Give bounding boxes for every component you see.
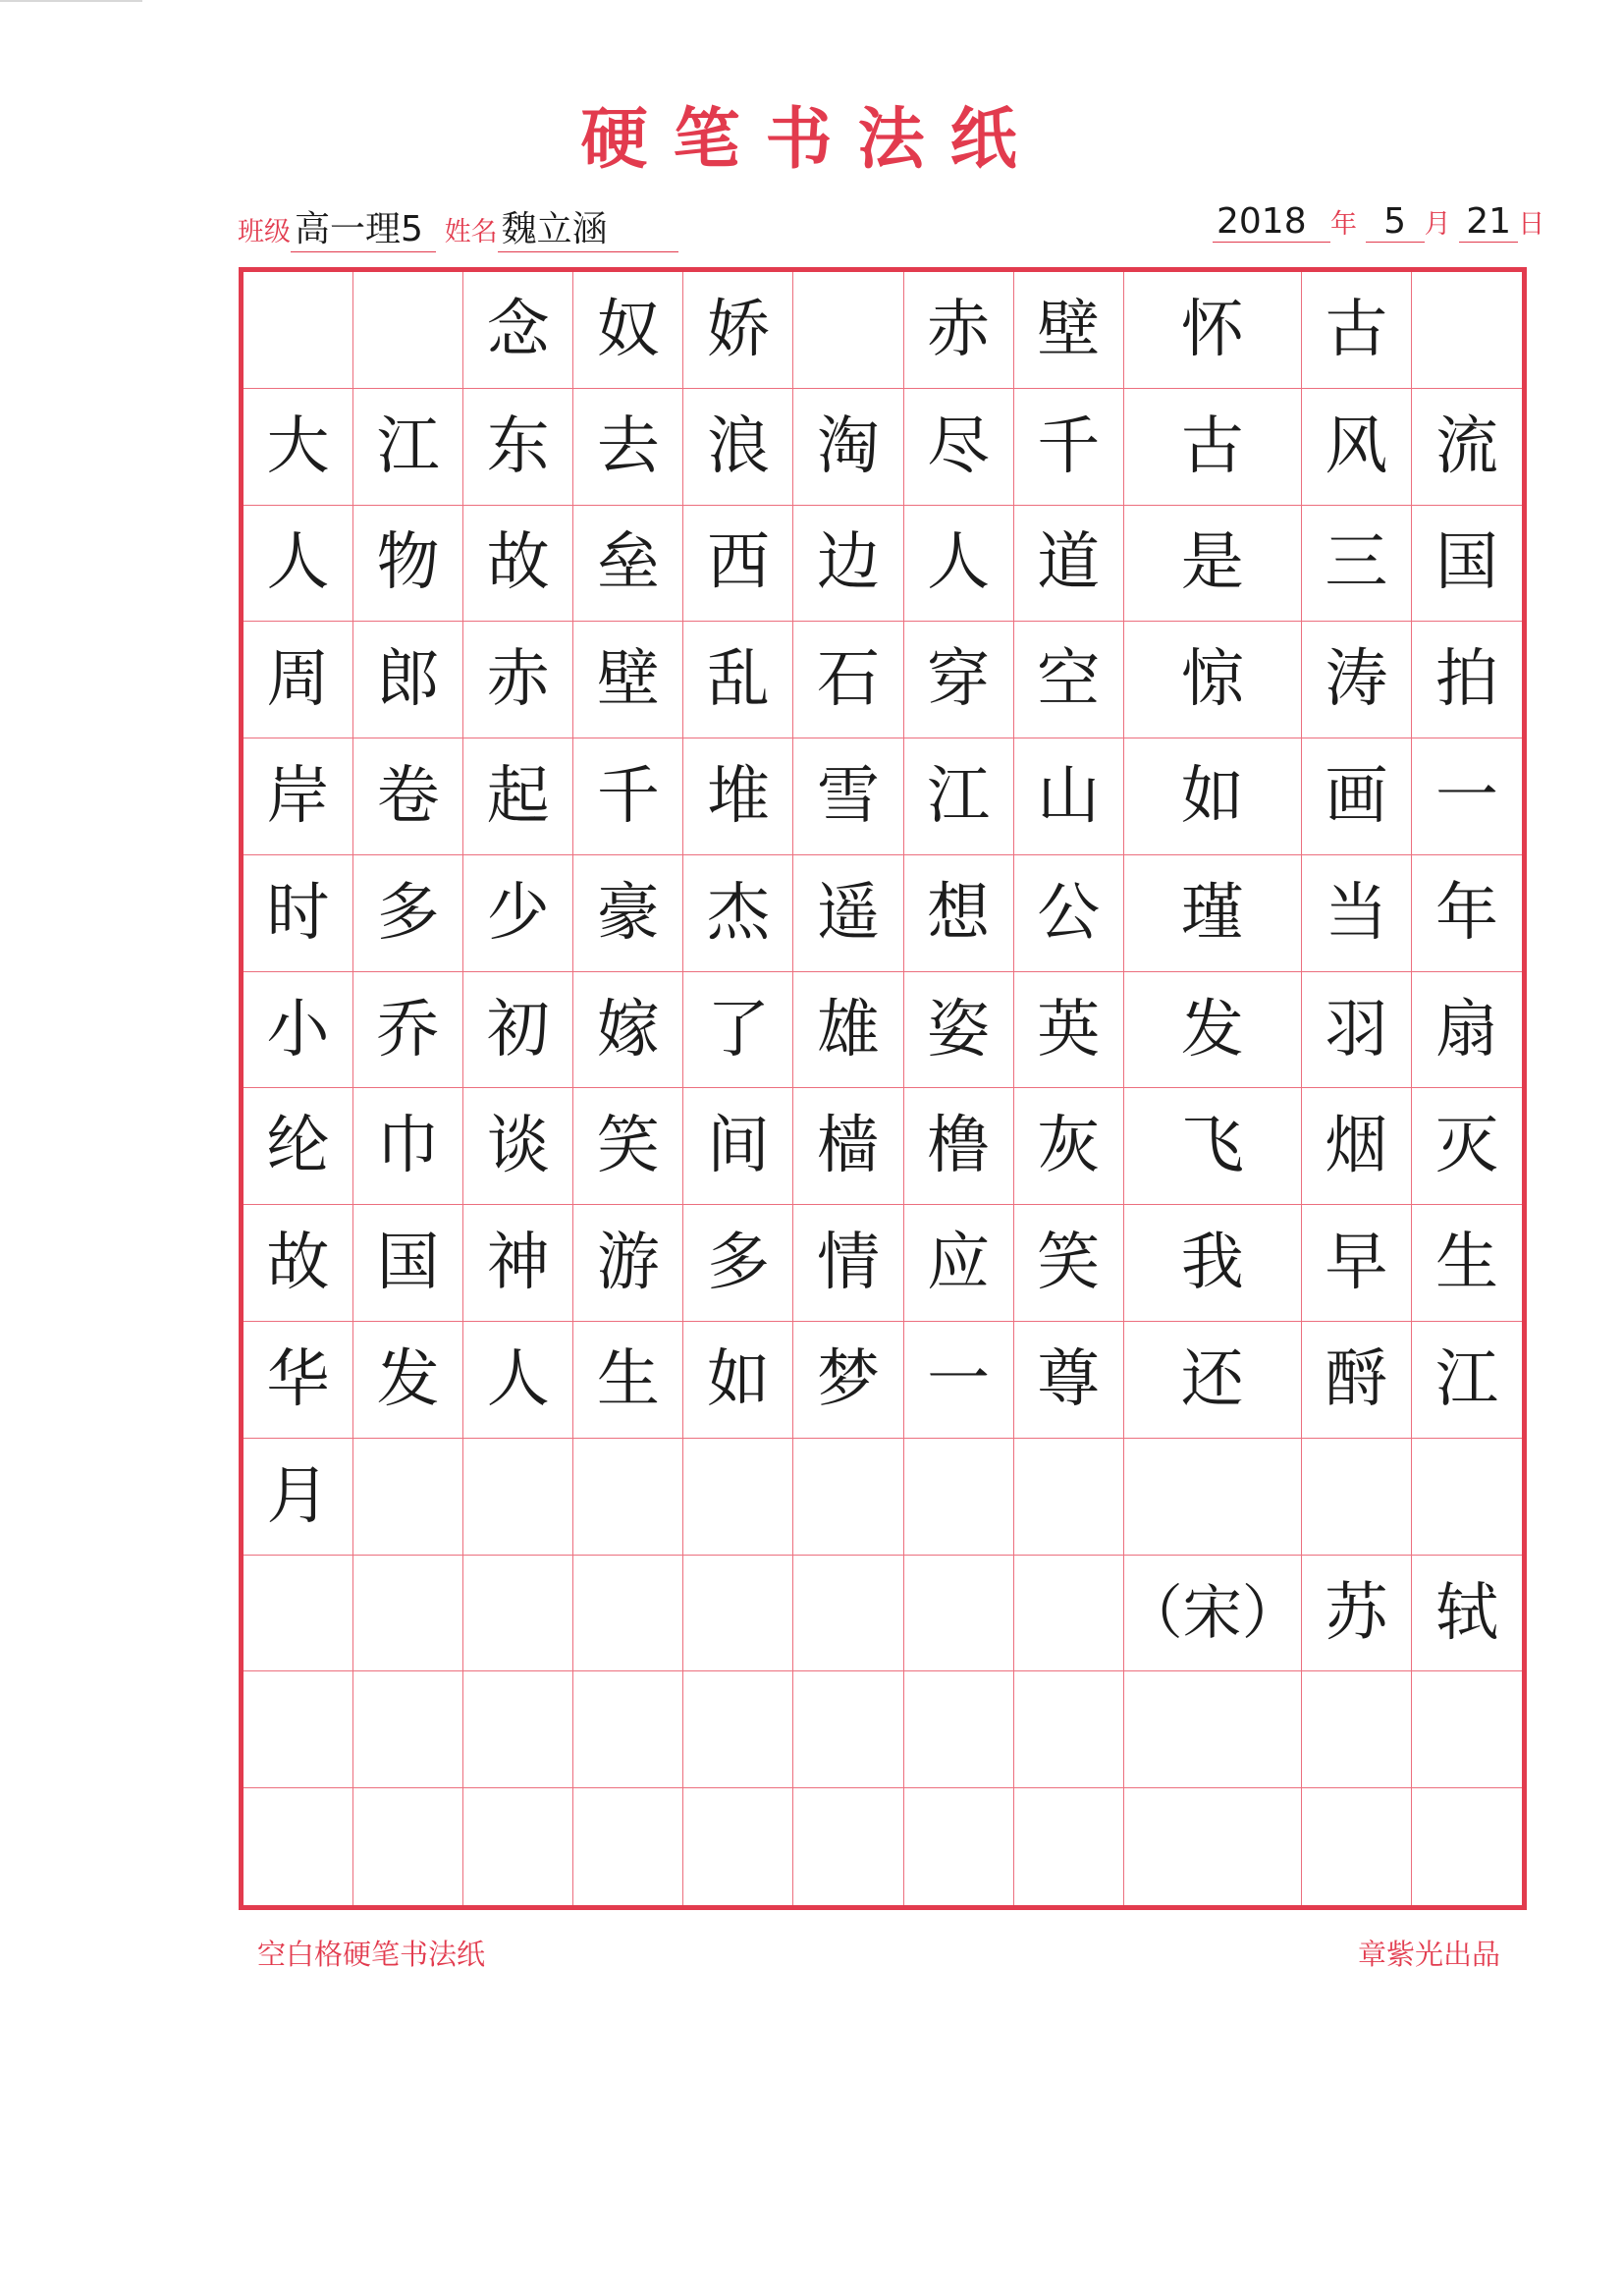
year-value: 2018 xyxy=(1213,201,1330,243)
calligraphy-grid xyxy=(239,267,1527,1910)
grid-cell xyxy=(1014,1556,1124,1672)
grid-cell: 山 xyxy=(1014,738,1124,855)
grid-cell: 少 xyxy=(463,855,573,972)
grid-cell xyxy=(793,1556,903,1672)
day-label: 日 xyxy=(1518,209,1545,240)
grid-cell xyxy=(463,1556,573,1672)
grid-cell xyxy=(1014,1671,1124,1788)
grid-cell xyxy=(793,1788,903,1905)
class-label: 班级 xyxy=(238,217,291,247)
grid-cell: 华 xyxy=(243,1322,353,1439)
grid-cell: 轼 xyxy=(1412,1556,1522,1672)
grid-cell xyxy=(463,1788,573,1905)
grid-cell: 国 xyxy=(1412,506,1522,623)
name-label: 姓名 xyxy=(444,217,498,247)
month-value: 5 xyxy=(1366,201,1425,243)
grid-cell: 娇 xyxy=(683,272,793,389)
grid-cell: 月 xyxy=(243,1439,353,1556)
grid-cell xyxy=(243,1556,353,1672)
grid-cell: 壁 xyxy=(1014,272,1124,389)
grid-cell: 生 xyxy=(573,1322,683,1439)
grid-cell xyxy=(573,1439,683,1556)
grid-cell: 雄 xyxy=(793,972,903,1089)
grid-cell: 羽 xyxy=(1302,972,1412,1089)
grid-cell xyxy=(353,1671,463,1788)
grid-cell xyxy=(573,1556,683,1672)
grid-cell xyxy=(1412,1439,1522,1556)
grid-cell: 苏 xyxy=(1302,1556,1412,1672)
grid-cell: 岸 xyxy=(243,738,353,855)
grid-cell: 画 xyxy=(1302,738,1412,855)
grid-cell: 江 xyxy=(353,389,463,506)
grid-cell: 一 xyxy=(1412,738,1522,855)
grid-cell: 年 xyxy=(1412,855,1522,972)
grid-cell: 嫁 xyxy=(573,972,683,1089)
name-value: 魏立涵 xyxy=(498,201,678,252)
grid-cell xyxy=(1302,1788,1412,1905)
grid-cell: 起 xyxy=(463,738,573,855)
grid-cell xyxy=(683,1671,793,1788)
grid-cell: 生 xyxy=(1412,1205,1522,1322)
grid-cell: 雪 xyxy=(793,738,903,855)
grid-cell xyxy=(243,1788,353,1905)
grid-cell xyxy=(1014,1788,1124,1905)
grid-cell xyxy=(353,1556,463,1672)
grid-cell xyxy=(463,1671,573,1788)
grid-cell: 游 xyxy=(573,1205,683,1322)
grid-cell: 还 xyxy=(1124,1322,1302,1439)
grid-cell xyxy=(1124,1439,1302,1556)
grid-cell: 笑 xyxy=(1014,1205,1124,1322)
grid-cell xyxy=(793,272,903,389)
grid-cell: 堆 xyxy=(683,738,793,855)
grid-cell: 卷 xyxy=(353,738,463,855)
grid-cell: 巾 xyxy=(353,1088,463,1205)
grid-cell: 如 xyxy=(1124,738,1302,855)
grid-cell xyxy=(793,1439,903,1556)
grid-cell: 流 xyxy=(1412,389,1522,506)
grid-cell: 拍 xyxy=(1412,622,1522,738)
grid-cell: 东 xyxy=(463,389,573,506)
grid-cell: 人 xyxy=(904,506,1014,623)
grid-cell: 多 xyxy=(353,855,463,972)
grid-cell: 故 xyxy=(243,1205,353,1322)
grid-cell xyxy=(1412,1788,1522,1905)
grid-cell: （宋） xyxy=(1124,1556,1302,1672)
grid-cell: 灰 xyxy=(1014,1088,1124,1205)
grid-cell: 是 xyxy=(1124,506,1302,623)
grid-cell: 念 xyxy=(463,272,573,389)
grid-cell: 赤 xyxy=(904,272,1014,389)
grid-cell: 杰 xyxy=(683,855,793,972)
grid-cell xyxy=(353,1788,463,1905)
grid-cell xyxy=(353,1439,463,1556)
grid-cell: 发 xyxy=(1124,972,1302,1089)
grid-cell xyxy=(1412,1671,1522,1788)
month-label: 月 xyxy=(1424,209,1451,240)
grid-cell: 三 xyxy=(1302,506,1412,623)
grid-cell xyxy=(573,1788,683,1905)
grid-cell xyxy=(793,1671,903,1788)
grid-cell: 千 xyxy=(1014,389,1124,506)
grid-cell: 烟 xyxy=(1302,1088,1412,1205)
grid-cell: 惊 xyxy=(1124,622,1302,738)
grid-cell: 橹 xyxy=(904,1088,1014,1205)
student-info xyxy=(238,201,678,250)
grid-cell: 物 xyxy=(353,506,463,623)
grid-cell: 一 xyxy=(904,1322,1014,1439)
grid-cell xyxy=(904,1439,1014,1556)
grid-cell xyxy=(1412,272,1522,389)
grid-cell: 纶 xyxy=(243,1088,353,1205)
grid-cell xyxy=(1124,1671,1302,1788)
grid-cell: 间 xyxy=(683,1088,793,1205)
grid-cell: 道 xyxy=(1014,506,1124,623)
grid-cell xyxy=(1302,1439,1412,1556)
year-label: 年 xyxy=(1330,209,1357,240)
grid-cell: 应 xyxy=(904,1205,1014,1322)
grid-cell xyxy=(243,272,353,389)
grid-cell: 公 xyxy=(1014,855,1124,972)
grid-cell: 浪 xyxy=(683,389,793,506)
scan-edge-mark xyxy=(0,0,142,8)
grid-cell: 怀 xyxy=(1124,272,1302,389)
grid-cell: 尊 xyxy=(1014,1322,1124,1439)
grid-cell: 乱 xyxy=(683,622,793,738)
grid-cell: 西 xyxy=(683,506,793,623)
day-value: 21 xyxy=(1459,201,1518,243)
grid-cell: 垒 xyxy=(573,506,683,623)
grid-cell: 周 xyxy=(243,622,353,738)
grid-cell xyxy=(1124,1788,1302,1905)
grid-cell: 灭 xyxy=(1412,1088,1522,1205)
grid-cell: 古 xyxy=(1124,389,1302,506)
class-value: 高一理5 xyxy=(291,201,436,252)
grid-cell: 小 xyxy=(243,972,353,1089)
grid-cell: 江 xyxy=(904,738,1014,855)
grid-cell xyxy=(243,1671,353,1788)
grid-cell xyxy=(573,1671,683,1788)
grid-cell: 瑾 xyxy=(1124,855,1302,972)
grid-cell: 发 xyxy=(353,1322,463,1439)
grid-cell: 江 xyxy=(1412,1322,1522,1439)
grid-cell: 尽 xyxy=(904,389,1014,506)
grid-cell: 人 xyxy=(243,506,353,623)
grid-cell: 梦 xyxy=(793,1322,903,1439)
grid-cell xyxy=(463,1439,573,1556)
grid-cell: 人 xyxy=(463,1322,573,1439)
grid-cell: 姿 xyxy=(904,972,1014,1089)
grid-cell: 早 xyxy=(1302,1205,1412,1322)
grid-cell: 涛 xyxy=(1302,622,1412,738)
grid-cell: 樯 xyxy=(793,1088,903,1205)
grid-cell: 大 xyxy=(243,389,353,506)
grid-cell: 国 xyxy=(353,1205,463,1322)
grid-cell: 酹 xyxy=(1302,1322,1412,1439)
grid-cell: 扇 xyxy=(1412,972,1522,1089)
grid-cell: 谈 xyxy=(463,1088,573,1205)
grid-cell xyxy=(904,1671,1014,1788)
grid-cell xyxy=(904,1788,1014,1905)
grid-cell xyxy=(683,1788,793,1905)
grid-cell xyxy=(1302,1671,1412,1788)
grid-cell: 笑 xyxy=(573,1088,683,1205)
grid-cell: 如 xyxy=(683,1322,793,1439)
grid-cell: 边 xyxy=(793,506,903,623)
footer-right-credit: 章紫光出品 xyxy=(1358,1938,1501,1971)
grid-cell: 千 xyxy=(573,738,683,855)
grid-cell: 去 xyxy=(573,389,683,506)
grid-cell: 飞 xyxy=(1124,1088,1302,1205)
grid-cell: 赤 xyxy=(463,622,573,738)
footer-left-caption: 空白格硬笔书法纸 xyxy=(257,1938,486,1971)
grid-cell: 了 xyxy=(683,972,793,1089)
page-title: 硬笔书法纸 xyxy=(580,100,1043,179)
grid-cell: 石 xyxy=(793,622,903,738)
grid-cell: 想 xyxy=(904,855,1014,972)
date-info xyxy=(1213,201,1544,250)
grid-cell: 郎 xyxy=(353,622,463,738)
grid-cell: 多 xyxy=(683,1205,793,1322)
grid-cell: 我 xyxy=(1124,1205,1302,1322)
grid-cell xyxy=(904,1556,1014,1672)
grid-cell: 风 xyxy=(1302,389,1412,506)
grid-cell: 遥 xyxy=(793,855,903,972)
grid-cell: 古 xyxy=(1302,272,1412,389)
grid-cell: 乔 xyxy=(353,972,463,1089)
grid-cell: 豪 xyxy=(573,855,683,972)
grid-cell: 奴 xyxy=(573,272,683,389)
grid-cell: 当 xyxy=(1302,855,1412,972)
grid-cell: 壁 xyxy=(573,622,683,738)
grid-cell: 情 xyxy=(793,1205,903,1322)
grid-cell: 空 xyxy=(1014,622,1124,738)
grid-cell: 初 xyxy=(463,972,573,1089)
grid-cell: 穿 xyxy=(904,622,1014,738)
grid-cell: 故 xyxy=(463,506,573,623)
grid-cell xyxy=(683,1556,793,1672)
grid-cell: 神 xyxy=(463,1205,573,1322)
grid-cell xyxy=(1014,1439,1124,1556)
grid-cell: 时 xyxy=(243,855,353,972)
grid-cell: 淘 xyxy=(793,389,903,506)
grid-cell xyxy=(353,272,463,389)
grid-cell xyxy=(683,1439,793,1556)
grid-cell: 英 xyxy=(1014,972,1124,1089)
